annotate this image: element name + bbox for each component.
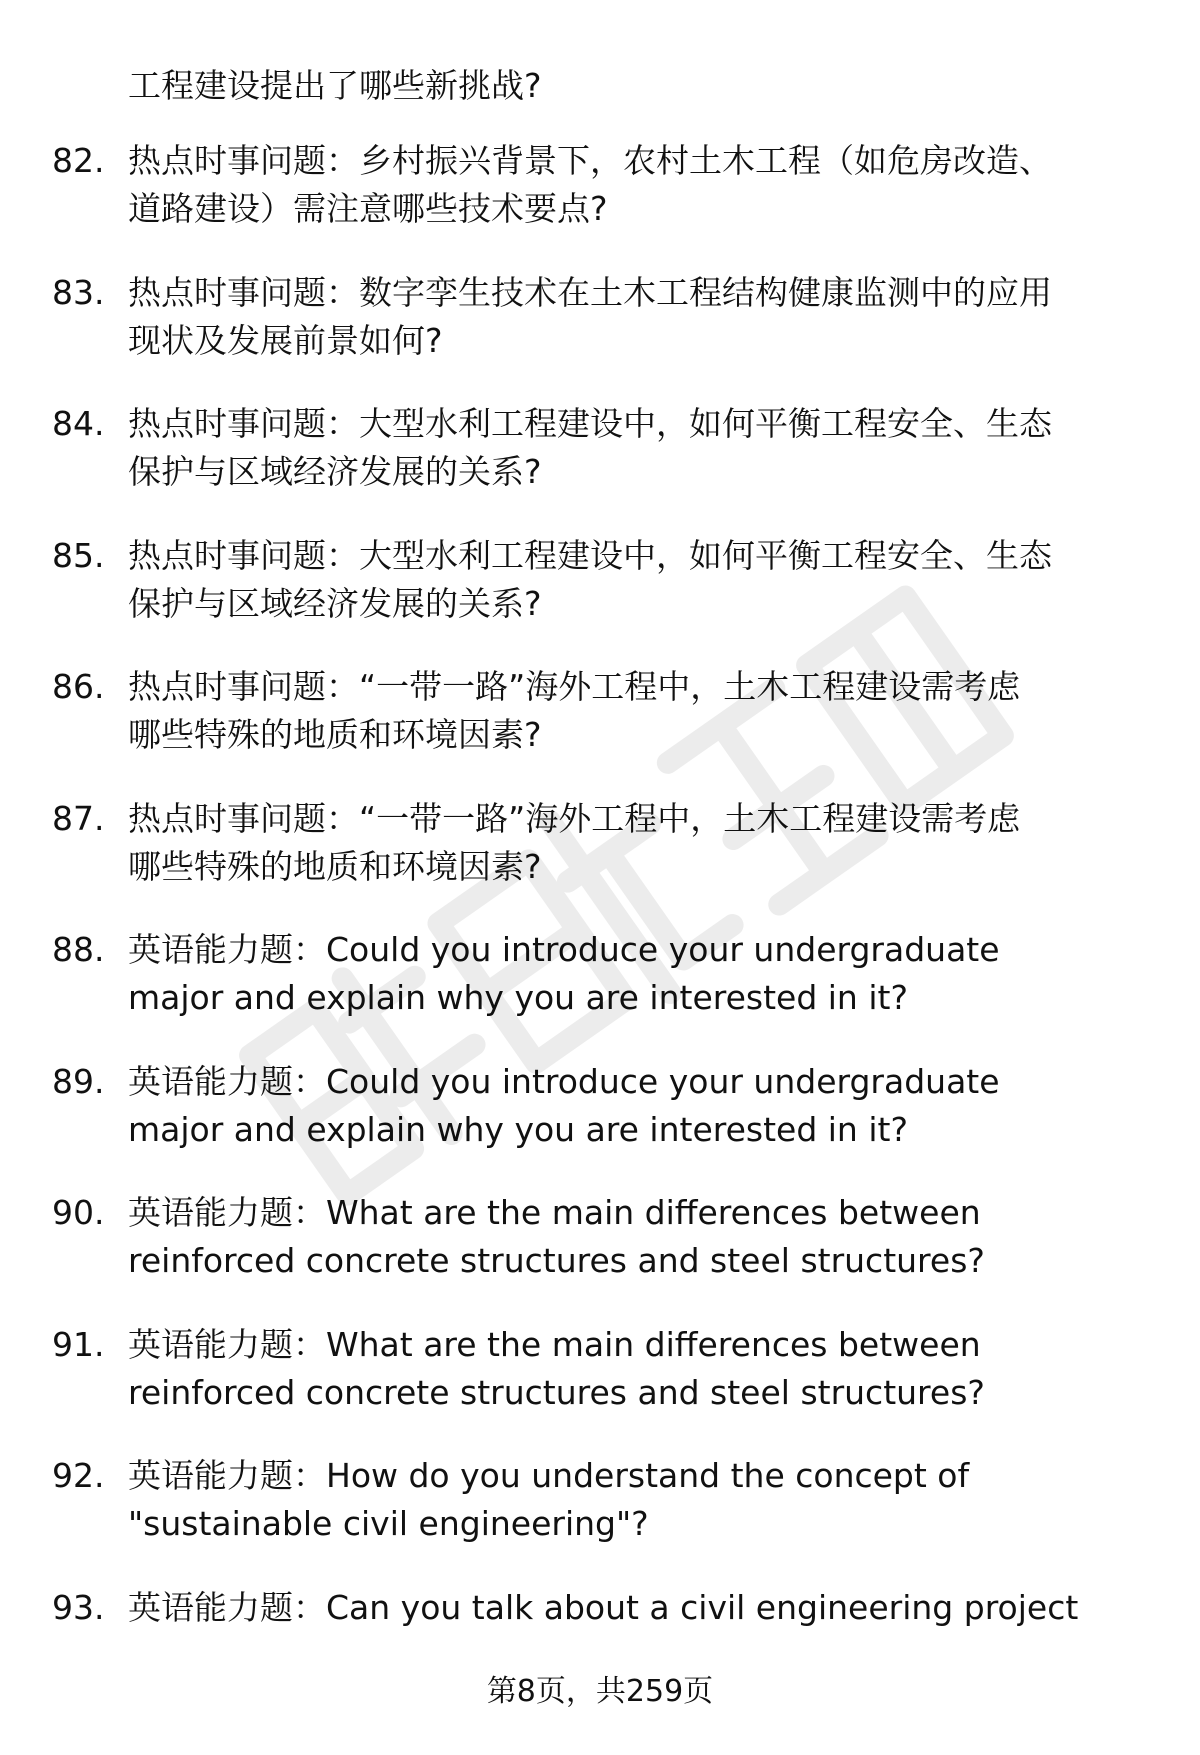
question-item <box>0 532 1200 664</box>
question-item <box>0 1058 1200 1190</box>
question-number: 85. <box>52 535 105 575</box>
question-number: 83. <box>52 272 105 312</box>
question-number: 89. <box>52 1061 105 1101</box>
question-number: 86. <box>52 667 105 706</box>
question-line: 英语能力题：Could you introduce your undergraduate <box>128 1061 1000 1101</box>
question-line: 热点时事问题：“一带一路”海外工程中，土木工程建设需考虑 <box>128 667 1021 706</box>
question-text <box>128 1189 1138 1285</box>
question-line: major and explain why you are interested in it? <box>128 978 908 1017</box>
question-line: 热点时事问题：数字孪生技术在土木工程结构健康监测中的应用 <box>128 272 1052 312</box>
question-line: 热点时事问题：“一带一路”海外工程中，土木工程建设需考虑 <box>128 798 1021 838</box>
question-line: 热点时事问题：大型水利工程建设中，如何平衡工程安全、生态 <box>128 404 1052 443</box>
question-text <box>128 269 1138 365</box>
question-number: 82. <box>52 141 105 180</box>
question-text <box>128 400 1138 496</box>
question-list <box>0 137 1200 1715</box>
question-text <box>128 1058 1138 1154</box>
question-line: 英语能力题：How do you understand the concept of <box>128 1456 970 1495</box>
question-text <box>128 137 1138 233</box>
question-line: 哪些特殊的地质和环境因素? <box>128 715 542 754</box>
question-item <box>0 1321 1200 1453</box>
question-text <box>128 1321 1138 1417</box>
question-line: "sustainable civil engineering"? <box>128 1504 649 1543</box>
question-item <box>0 269 1200 401</box>
page-footer: 第8页，共259页 <box>486 1674 714 1709</box>
question-text <box>128 1584 1138 1632</box>
question-item <box>0 926 1200 1058</box>
question-line: 保护与区域经济发展的关系? <box>128 583 542 623</box>
question-line: 热点时事问题：乡村振兴背景下，农村土木工程（如危房改造、 <box>128 141 1052 180</box>
question-number: 84. <box>52 404 105 443</box>
question-line: 保护与区域经济发展的关系? <box>128 452 542 491</box>
question-line: reinforced concrete structures and steel structures? <box>128 1372 985 1412</box>
question-number: 87. <box>52 798 105 838</box>
question-line: 英语能力题：What are the main differences between <box>128 1324 981 1364</box>
question-number: 92. <box>52 1456 105 1495</box>
question-text <box>128 1452 1138 1548</box>
question-text <box>128 532 1138 628</box>
question-text <box>128 926 1138 1022</box>
question-line: 英语能力题：Can you talk about a civil engineering project <box>128 1587 1079 1627</box>
question-number: 91. <box>52 1324 105 1364</box>
question-line: major and explain why you are interested in it? <box>128 1109 908 1149</box>
question-text <box>128 795 1138 891</box>
question-number: 90. <box>52 1193 105 1232</box>
question-number: 88. <box>52 930 105 969</box>
question-item <box>0 1452 1200 1584</box>
question-continuation: 工程建设提出了哪些新挑战? <box>128 66 542 105</box>
question-line: 道路建设）需注意哪些技术要点? <box>128 189 608 228</box>
question-line: 热点时事问题：大型水利工程建设中，如何平衡工程安全、生态 <box>128 535 1052 575</box>
question-number: 93. <box>52 1587 105 1627</box>
question-item <box>0 137 1200 269</box>
question-line: 英语能力题：What are the main differences between <box>128 1193 981 1232</box>
question-line: 现状及发展前景如何? <box>128 320 443 360</box>
question-line: 哪些特殊的地质和环境因素? <box>128 846 542 886</box>
question-item <box>0 400 1200 532</box>
question-line: reinforced concrete structures and steel structures? <box>128 1241 985 1280</box>
question-item <box>0 663 1200 795</box>
question-item <box>0 795 1200 927</box>
question-line: 英语能力题：Could you introduce your undergraduate <box>128 930 1000 969</box>
question-item <box>0 1189 1200 1321</box>
question-text <box>128 663 1138 759</box>
